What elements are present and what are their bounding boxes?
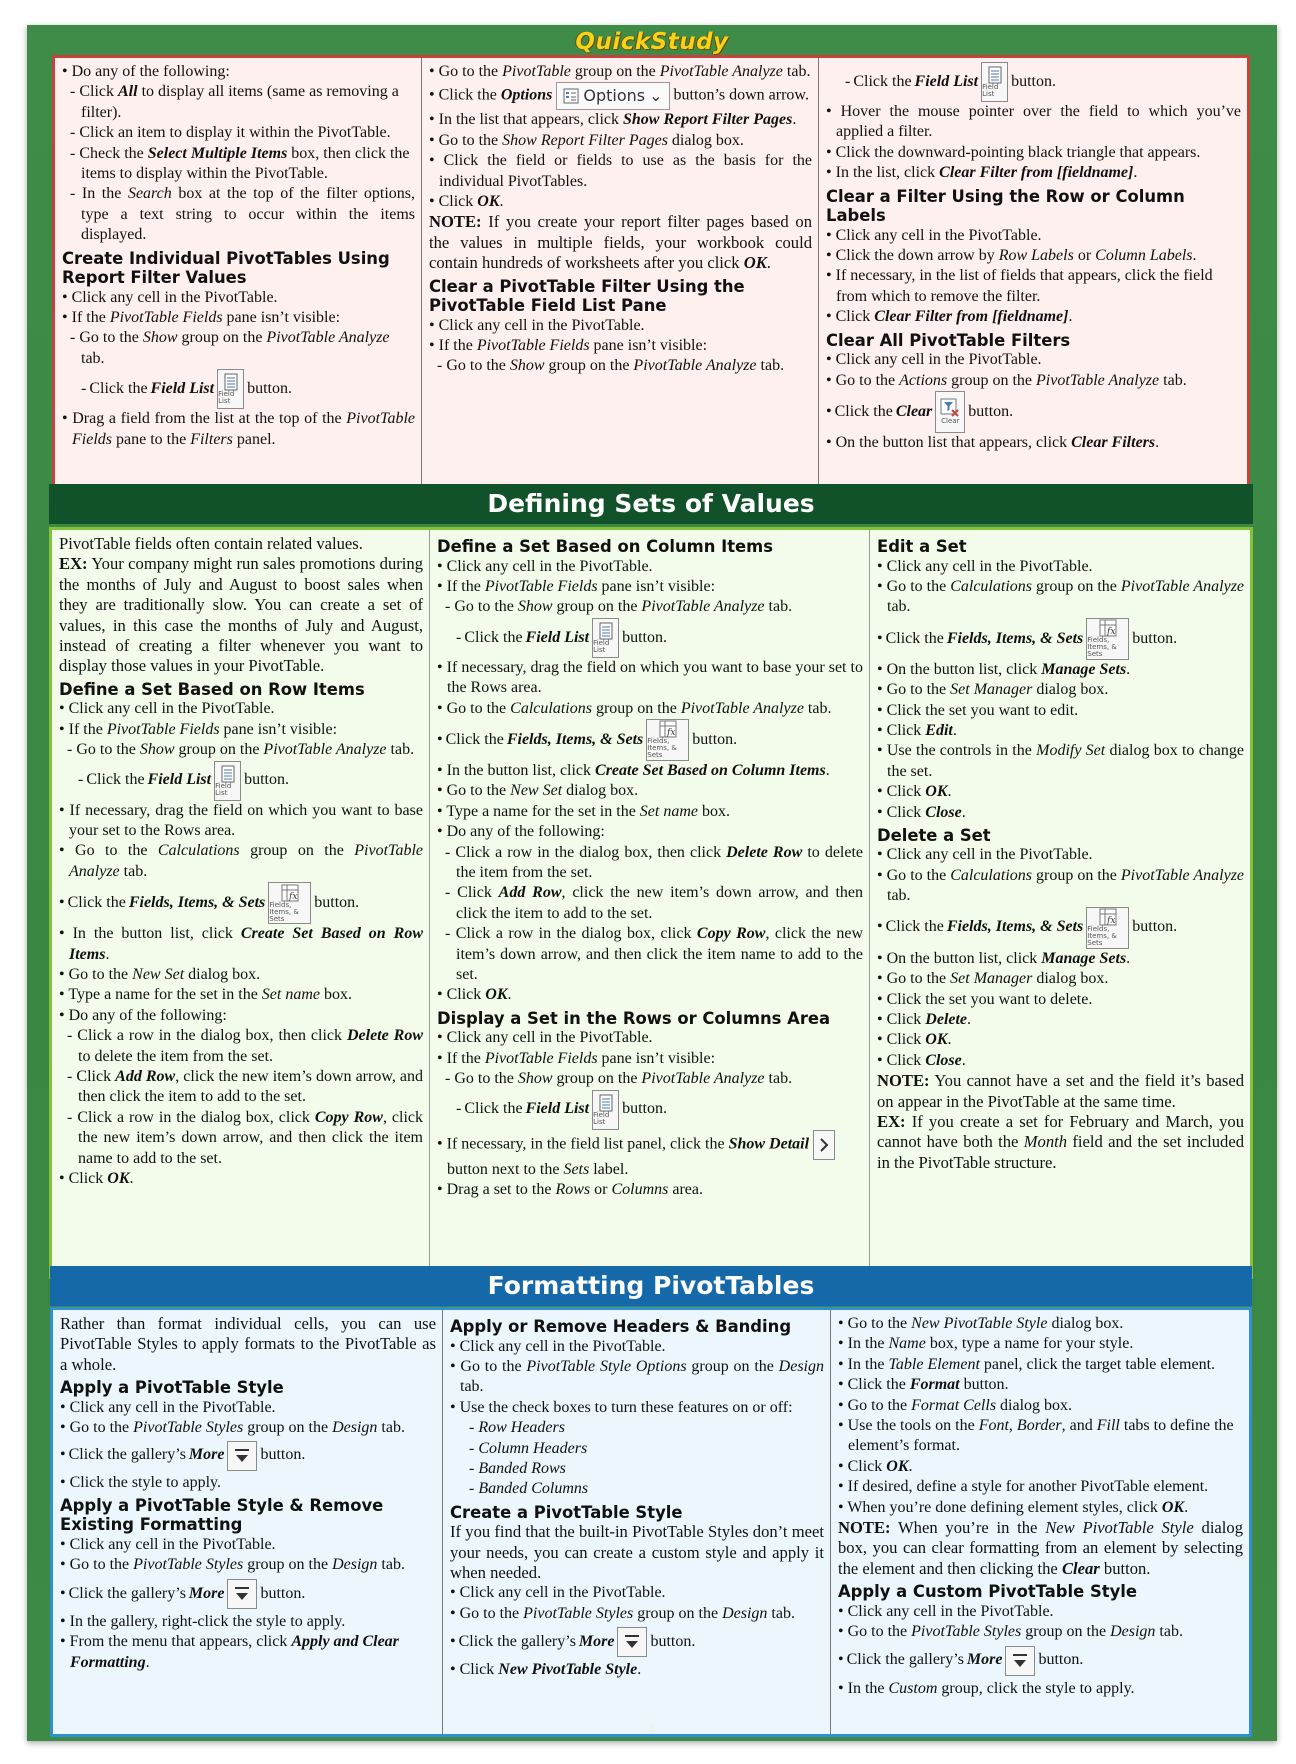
bullet: • On the button list that appears, click Clear Filters. [826,433,1160,451]
sets-col-2 [429,530,869,1276]
fields-items-sets-icon[interactable]: fx Fields, Items, & Sets [1086,907,1129,949]
bullet: • Click Close. [877,803,966,821]
chevron-down-icon: ⌄ [649,86,663,106]
bullet: • If desired, define a style for another PivotTable element. [838,1478,1209,1496]
section-heading: Apply a PivotTable Style & Remove Existing Formatting [60,1495,384,1535]
bullet: • Type a name for the set in the Set name box. [437,802,730,820]
bullet: • Go to the New Set dialog box. [59,966,261,983]
paragraph: PivotTable fields often contain related values. [59,534,363,553]
bullet: • In the list, click Clear Filter from [fieldname]. [826,164,1138,182]
bullet: • Click OK. [437,986,512,1004]
fields-items-sets-step: • Click the Fields, Items, & Sets fx Fields, Items, & Sets button. [59,882,423,924]
bullet: • Go to the New PivotTable Style dialog box. [838,1315,1124,1332]
svg-text:fx: fx [1106,916,1116,927]
bullet: • Click any cell in the PivotTable. [60,1535,276,1553]
fields-items-sets-step: • Click the Fields, Items, & Sets fx Fields, Items, & Sets button. [877,907,1244,949]
bullet: • Use the controls in the Modify Set dialog box to change the set. [877,742,1244,780]
bullet: • Click any cell in the PivotTable. [826,351,1042,369]
bullet: • Click OK. [838,1457,913,1475]
show-detail-icon[interactable] [813,1130,835,1160]
example: EX: Your company might run sales promotions during the months of July and August to boost sales when they are traditionally slow. You can create a set of values, in this case the months of July and August, instead of creating a filter whenever you want to display those values in your PivotTable. [59,554,423,676]
bullet: • Click any cell in the PivotTable. [877,846,1093,864]
bullet: • Click any cell in the PivotTable. [877,557,1093,575]
bullet: • If necessary, drag the field on which you want to base your set to the Rows area. [59,801,423,839]
sub-bullet: - Go to the Show group on the PivotTable Analyze tab. [437,357,785,375]
more-step: • Click the gallery’s More button. [450,1624,824,1660]
bullet: • Drag a set to the Rows or Columns area. [437,1180,704,1198]
bullet: • Go to the PivotTable Styles group on the Design tab. [60,1419,405,1437]
bullet: • On the button list, click Manage Sets. [877,660,1131,678]
bullet: • Click any cell in the PivotTable. [59,700,275,718]
section-heading: Define a Set Based on Row Items [59,679,365,699]
bullet: • Click the Format button. [838,1376,1009,1394]
bullet: • Click any cell in the PivotTable. [450,1584,666,1602]
bullet: • Use the tools on the Font, Border, and Fill tabs to define the element’s format. [838,1417,1234,1455]
section-heading: Create Individual PivotTables Using Report Filter Values [62,248,390,288]
bullet: • Go to the PivotTable Styles group on the Design tab. [838,1623,1183,1641]
note: NOTE: When you’re in the New PivotTable Style dialog box, you can clear formatting from an element by selecting the element and then clicking the Clear button. [838,1518,1244,1578]
bullet: • Click any cell in the PivotTable. [437,557,653,575]
bullet: • Go to the PivotTable Style Options group on the Design tab. [450,1357,824,1396]
bullet: • Go to the New Set dialog box. [437,782,639,800]
note: NOTE: You cannot have a set and the field it’s based on appear in the PivotTable at the same time. [877,1071,1244,1111]
bullet: • Go to the Calculations group on the PivotTable Analyze tab. [877,577,1245,616]
sub-bullet: - Check the Select Multiple Items box, then click the items to display within the PivotTable. [70,144,410,183]
bullet: • Go to the Set Manager dialog box. [877,681,1109,699]
bullet: • Drag a field from the list at the top of the PivotTable Fields pane to the Filters panel. [62,410,416,448]
bullet: • Click OK. [877,783,952,801]
bullet: • If the PivotTable Fields pane isn’t visible: [429,337,708,355]
paragraph: If you find that the built-in PivotTable Styles don’t meet your needs, you can create a custom style and apply it when needed. [450,1522,824,1583]
bullet: • From the menu that appears, click Apply and Clear Formatting. [60,1633,399,1671]
fields-items-sets-step: • Click the Fields, Items, & Sets fx Fields, Items, & Sets button. [877,618,1244,660]
gallery-more-icon[interactable] [227,1441,257,1471]
more-step: • Click the gallery’s More button. [838,1643,1243,1679]
bullet: • Click the style to apply. [60,1473,221,1491]
section-heading: Define a Set Based on Column Items [437,537,774,556]
quickstudy-logo: QuickStudy [575,29,729,55]
bullet: • Hover the mouse pointer over the field to which you’ve applied a filter. [826,103,1241,141]
formatting-panel [50,1307,1252,1737]
sub-bullet: - Click a row in the dialog box, click Copy Row, click the new item’s down arrow, and then click the item name to add to the set. [67,1108,424,1167]
section-heading: Clear a PivotTable Filter Using the PivotTable Field List Pane [429,276,745,316]
gallery-more-icon[interactable] [1005,1646,1035,1676]
bullet: • If the PivotTable Fields pane isn’t visible: [59,720,338,738]
sub-bullet: - Go to the Show group on the PivotTable Analyze tab. [67,741,415,759]
bullet: • Click the downward-pointing black triangle that appears. [826,143,1201,161]
field-list-step: - Click the Field List Field List button. [437,1090,863,1130]
bullet: • Do any of the following: [59,1006,227,1024]
bullet: • Click the field or fields to use as the basis for the individual PivotTables. [429,152,812,190]
reference-sheet [27,25,1277,1741]
bullet: • Click Edit. [877,721,957,739]
sub-bullet: - Click an item to display it within the PivotTable. [70,124,391,142]
sub-bullet: - In the Search box at the top of the filter options, type a text string to occur within the items displayed. [70,185,416,244]
bullet: • Go to the Calculations group on the PivotTable Analyze tab. [877,866,1245,905]
bullet: • In the button list, click Create Set Based on Column Items. [437,761,830,779]
sub-bullet: - Click a row in the dialog box, then click Delete Row to delete the item from the set. [67,1027,423,1065]
format-col-2 [442,1310,830,1734]
bullet: • If the PivotTable Fields pane isn’t visible: [437,577,716,595]
fields-items-sets-icon[interactable]: fx Fields, Items, & Sets [1086,618,1129,660]
bullet: • Click Clear Filter from [fieldname]. [826,308,1073,326]
section-heading: Clear All PivotTable Filters [826,330,1071,350]
bullet: • In the Table Element panel, click the target table element. [838,1355,1216,1373]
bullet: • Go to the Calculations group on the PivotTable Analyze tab. [59,842,423,880]
fields-items-sets-icon[interactable]: fx Fields, Items, & Sets [268,882,311,924]
bullet: • Click New PivotTable Style. [450,1661,642,1679]
sub-bullet: - Go to the Show group on the PivotTable Analyze tab. [445,598,793,616]
options-button[interactable]: Options ⌄ [556,82,669,110]
bullet: • In the list that appears, click Show Report Filter Pages. [429,111,797,129]
gallery-more-icon[interactable] [227,1579,257,1609]
bullet: • Do any of the following: [62,63,230,80]
field-list-step: - Click the Field List Field List button. [826,62,1241,102]
sub-bullet: - Go to the Show group on the PivotTable Analyze tab. [445,1070,793,1088]
bullet: • Do any of the following: [437,823,605,841]
more-step: • Click the gallery’s More button. [60,1576,436,1612]
bullet: • In the button list, click Create Set Based on Row Items. [59,925,424,963]
bullet: • If the PivotTable Fields pane isn’t visible: [437,1049,716,1067]
fields-items-sets-icon[interactable]: fx Fields, Items, & Sets [646,719,689,761]
note: NOTE: If you create your report filter pages based on the values in multiple fields, your workbook could contain hundreds of worksheets after you click OK. [429,212,812,273]
bullet: • Go to the Show Report Filter Pages dialog box. [429,131,744,149]
bullet: • On the button list, click Manage Sets. [877,949,1131,967]
clear-filter-icon[interactable]: Clear [935,391,965,433]
bullet: • If necessary, in the field list panel, click the Show Detail button next to the Sets label. [437,1130,863,1180]
svg-text:fx: fx [288,891,298,902]
bullet: • If the PivotTable Fields pane isn’t visible: [62,309,341,327]
gallery-more-icon[interactable] [617,1627,647,1657]
sets-col-3 [869,530,1250,1276]
section-heading: Apply or Remove Headers & Banding [450,1317,792,1336]
bullet: • Click OK. [429,193,504,211]
bullet: • In the Custom group, click the style to apply. [838,1679,1135,1697]
bullet: • Go to the Format Cells dialog box. [838,1396,1073,1414]
svg-text:fx: fx [1106,627,1116,638]
page-number: 4 [648,1723,656,1737]
bullet: • Click any cell in the PivotTable. [429,316,645,334]
field-list-icon[interactable]: Field List [214,761,241,801]
options-icon [563,88,579,104]
field-list-step: - Click the Field List Field List button. [62,369,415,409]
field-list-icon[interactable]: Field List [592,1090,619,1130]
bullet: • In the Name box, type a name for your style. [838,1335,1134,1353]
bullet: • Click the set you want to edit. [877,701,1079,719]
bullet: • In the gallery, right-click the style to apply. [60,1612,346,1630]
bullet: • Go to the Calculations group on the PivotTable Analyze tab. [437,699,832,717]
paragraph: Rather than format individual cells, you can use PivotTable Styles to apply formats to the PivotTable as a whole. [60,1314,436,1374]
bullet: • Go to the Set Manager dialog box. [877,970,1109,988]
feature-option: - Column Headers [469,1439,588,1457]
format-col-3 [830,1310,1249,1734]
sub-bullet: - Click All to display all items (same as removing a filter). [70,83,399,121]
sub-bullet: - Go to the Show group on the PivotTable Analyze tab. [70,329,390,367]
example: EX: If you create a set for February and March, you cannot have both the Month field and the set included in the PivotTable structure. [877,1111,1244,1172]
section-heading: Clear a Filter Using the Row or Column Labels [826,186,1185,226]
filters-panel [52,55,1250,495]
field-list-icon[interactable]: Field List [981,62,1008,102]
sub-bullet: - Click a row in the dialog box, then click Delete Row to delete the item from the set. [445,843,864,881]
sub-bullet: - Click a row in the dialog box, click Copy Row, click the new item’s down arrow, and then click the item name to add to the set. [445,925,864,983]
bullet: • Click OK. [877,1031,952,1049]
bullet: • Go to the Actions group on the PivotTable Analyze tab. [826,371,1187,389]
feature-option: - Row Headers [469,1419,565,1437]
sets-col-1 [52,530,429,1276]
section-heading: Apply a PivotTable Style [60,1378,284,1398]
bullet: • Use the check boxes to turn these features on or off: [450,1398,793,1416]
bullet: • Click any cell in the PivotTable. [838,1602,1054,1620]
section-title-defining-sets: Defining Sets of Values [49,484,1253,524]
bullet: • If necessary, in the list of fields that appears, click the field from which to remove the filter. [826,267,1213,305]
bullet: • Click Delete. [877,1010,972,1028]
filters-col-1 [55,58,421,492]
section-heading: Create a PivotTable Style [450,1502,683,1522]
bullet: • Click the Options Options ⌄ button’s down arrow. [429,82,812,110]
bullet: • Click the set you want to delete. [877,990,1093,1008]
bullet: • When you’re done defining element styles, click OK. [838,1498,1189,1516]
fields-items-sets-step: • Click the Fields, Items, & Sets fx Fields, Items, & Sets button. [437,719,863,761]
section-heading: Edit a Set [877,537,967,556]
section-title-formatting: Formatting PivotTables [50,1266,1252,1306]
bullet: • Go to the PivotTable Styles group on the Design tab. [450,1604,795,1622]
field-list-icon[interactable]: Field List [592,618,619,658]
feature-option: - Banded Columns [469,1480,589,1498]
bullet: • Click the down arrow by Row Labels or Column Labels. [826,247,1197,265]
more-step: • Click the gallery’s More button. [60,1439,436,1473]
bullet: • Go to the PivotTable group on the PivotTable Analyze tab. [429,63,811,80]
feature-option: - Banded Rows [469,1459,566,1477]
filters-col-3 [818,58,1247,492]
bullet: • Click any cell in the PivotTable. [60,1398,276,1416]
section-heading: Display a Set in the Rows or Columns Area [437,1008,831,1028]
sub-bullet: - Click Add Row, click the new item’s down arrow, and then click the item to add to the set. [67,1068,424,1106]
bullet: • Go to the PivotTable Styles group on the Design tab. [60,1556,405,1574]
field-list-step: - Click the Field List Field List button. [437,618,863,658]
field-list-step: - Click the Field List Field List button. [59,761,423,801]
format-col-1 [53,1310,442,1734]
sets-panel [49,527,1253,1279]
bullet: • Click Close. [877,1051,966,1069]
field-list-icon[interactable]: Field List [217,369,244,409]
bullet: • Click OK. [59,1170,134,1188]
bullet: • Type a name for the set in the Set name box. [59,986,352,1004]
bullet: • Click any cell in the PivotTable. [437,1029,653,1047]
section-heading: Apply a Custom PivotTable Style [838,1582,1138,1602]
bullet: • Click any cell in the PivotTable. [450,1337,666,1355]
bullet: • Click any cell in the PivotTable. [62,288,278,306]
clear-step: • Click the Clear Clear button. [826,391,1241,433]
sub-bullet: - Click Add Row, click the new item’s down arrow, and then click the item to add to the set. [445,884,863,922]
filters-col-2 [421,58,818,492]
bullet: • Click any cell in the PivotTable. [826,226,1042,244]
section-heading: Delete a Set [877,825,991,845]
svg-text:fx: fx [666,728,676,739]
bullet: • If necessary, drag the field on which you want to base your set to the Rows area. [437,658,863,697]
